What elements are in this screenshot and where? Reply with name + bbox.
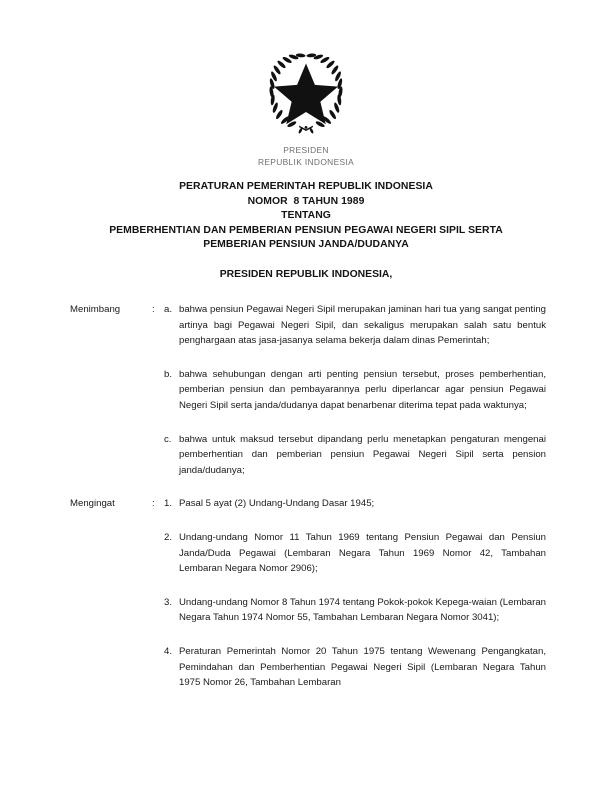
clauses-container xyxy=(70,302,546,691)
title-line-tentang: TENTANG xyxy=(281,210,331,222)
emblem-caption-line-1: PRESIDEN xyxy=(283,145,329,155)
emblem-caption-line-2: REPUBLIK INDONESIA xyxy=(257,156,355,167)
list-item-marker: 1. xyxy=(164,498,173,510)
list-item-text: bahwa pensiun Pegawai Negeri Sipil merupakan jaminan hari tua yang sangat penting artinya bagi Pegawai Negeri Sipil, dan sekaligus merupakan salah satu bentuk penghargaan atas jasa-jasanya selama bekerja dalam dinas Pemerintah; xyxy=(179,304,546,347)
clause-section-menimbang xyxy=(70,302,546,478)
list-item xyxy=(164,530,546,577)
document-emblem-block xyxy=(0,46,612,168)
indonesia-presidential-seal-star-wreath-icon xyxy=(260,46,352,138)
title-line-regulation-type: PERATURAN PEMERINTAH REPUBLIK INDONESIA xyxy=(179,181,433,192)
title-line-number-year: NOMOR 8 TAHUN 1989 xyxy=(247,195,365,207)
list-item-text: Peraturan Pemerintah Nomor 20 Tahun 1975 tentang Wewenang Pengangkatan, Pemindahan dan Pemberhentian Pegawai Negeri Sipil (Lembaran Negara Tahun 1975 Nomor 26, Tambahan Lembaran xyxy=(179,645,546,689)
list-item xyxy=(164,367,546,414)
issuing-authority-heading: PRESIDEN REPUBLIK INDONESIA, xyxy=(219,269,393,280)
list-item-marker: c. xyxy=(164,433,172,445)
list-item-marker: 3. xyxy=(164,596,173,608)
list-item xyxy=(164,595,546,626)
list-item-text: bahwa untuk maksud tersebut dipandang perlu menetapkan pengaturan mengenai pemberhentian dan pemberian pensiun Pegawai Negeri Sipil serta pension janda/dudanya; xyxy=(179,433,546,476)
clause-colon-menimbang: : xyxy=(152,304,155,315)
list-item-text: Undang-undang Nomor 11 Tahun 1969 tentang Pensiun Pegawai dan Pensiun Janda/Duda Pegawai (Lembaran Negara Tahun 1969 Nomor 42, Tambahan Lembaran Negara Nomor 2906); xyxy=(179,531,546,575)
list-item-marker: a. xyxy=(164,304,173,315)
page-title xyxy=(0,180,612,253)
title-line-subject-2: PEMBERIAN PENSIUN JANDA/DUDANYA xyxy=(203,239,409,251)
clause-section-mengingat xyxy=(70,496,546,690)
list-item xyxy=(164,644,546,691)
clause-colon-mengingat: : xyxy=(152,498,155,510)
title-line-subject-1: PEMBERHENTIAN DAN PEMBERIAN PENSIUN PEGAWAI NEGERI SIPIL SERTA xyxy=(109,224,503,236)
list-item xyxy=(164,302,546,349)
list-item-marker: b. xyxy=(164,368,173,380)
list-item-text: Pasal 5 ayat (2) Undang-Undang Dasar 1945; xyxy=(179,498,375,510)
emblem-caption xyxy=(0,145,612,168)
list-item xyxy=(164,496,546,512)
clause-label-menimbang: Menimbang xyxy=(70,304,121,315)
clause-label-mengingat: Mengingat xyxy=(70,498,115,510)
list-item-marker: 2. xyxy=(164,531,173,543)
clause-items-menimbang xyxy=(164,302,546,478)
clause-items-mengingat xyxy=(164,496,546,690)
list-item-text: bahwa sehubungan dengan arti penting pensiun tersebut, proses pemberhentian, pemberian pensiun dan pembayarannya perlu diperlancar agar pensiun Pegawai Negeri Sipil serta janda/dudanya dapat benarbenar diterima tepat pada waktunya; xyxy=(179,368,546,411)
list-item xyxy=(164,432,546,479)
list-item-marker: 4. xyxy=(164,645,173,657)
list-item-text: Undang-undang Nomor 8 Tahun 1974 tentang Pokok-pokok Kepega-waian (Lembaran Negara Tahun 1974 Nomor 55, Tambahan Lembaran Negara Nomor 3041); xyxy=(179,596,546,624)
